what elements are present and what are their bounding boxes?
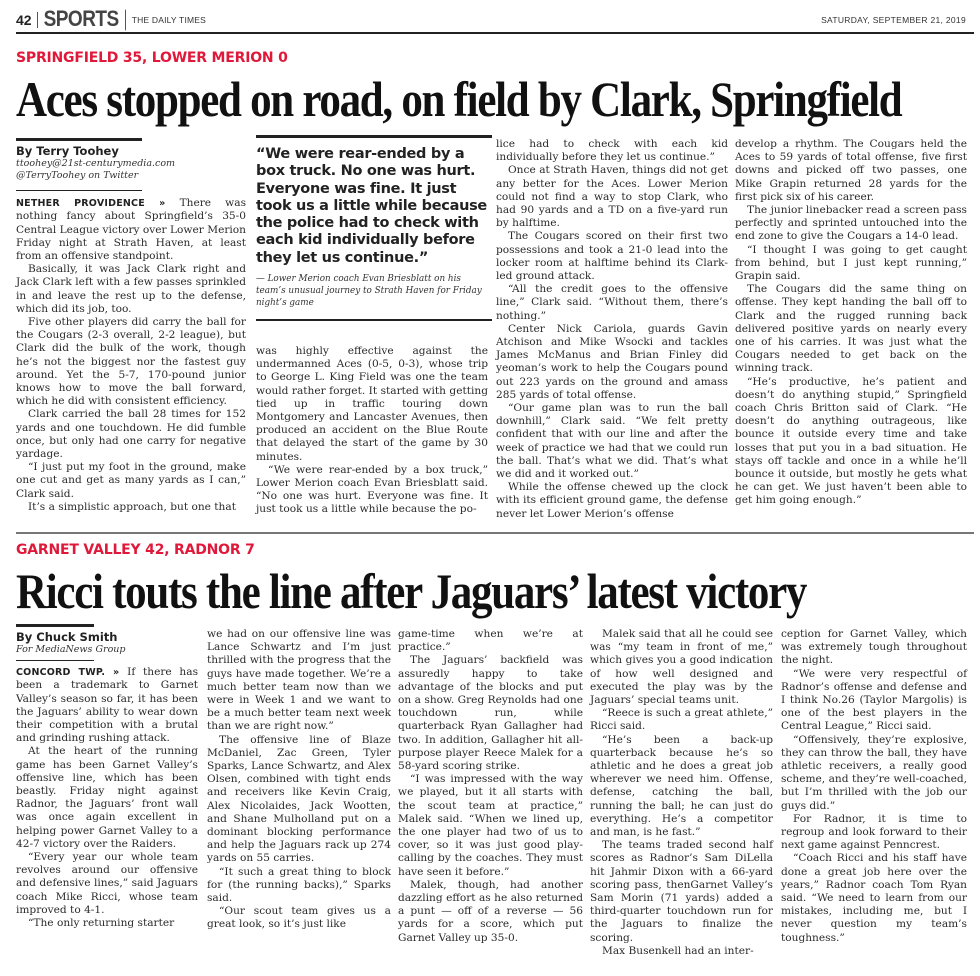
paragraph: “We were very respectful of Radnor’s offense and defense and I think No.26 (Taylor Margolis) is one of the best players in the Central League,” Ricci said. <box>781 667 967 733</box>
paragraph: “All the credit goes to the offensive line,” Clark said. “Without them, there’s nothing.” <box>496 283 728 322</box>
paragraph: “We were rear-ended by a box truck,” Lower Merion coach Evan Briesblatt said. “No one was hurt. Everyone was fine. It just took us a little while because the po- <box>256 463 488 516</box>
paragraph: Max Busenkell had an inter- <box>602 944 754 957</box>
byline: By Chuck Smith <box>16 630 118 644</box>
section-name: SPORTS <box>38 10 126 31</box>
paragraph: “Our game plan was to run the ball downhill,” Clark said. “We felt pretty confident that with our line and after the week of practice we had that we could run the ball. That’s what we did. That’s what we did and it worked out.” <box>496 402 728 481</box>
story1-column-3 <box>496 138 728 521</box>
story2-column-4 <box>590 628 773 958</box>
story1-column-1 <box>16 138 246 514</box>
author-email[interactable]: ttoohey@21st-centurymedia.com <box>16 158 176 170</box>
paragraph: Once at Strath Haven, things did not get any better for the Aces. Lower Merion could not find a way to stop Clark, who had 90 yards and a TD on a five-yard run by halftime. <box>496 164 728 230</box>
paragraph: Five other players did carry the ball for the Cougars (2-3 overall, 2-2 league), but Clark did the bulk of the work, though he’s not the biggest nor the fastest guy around. Yet the 5-7, 170-pound junior knows how to move the ball forward, which he did with consistent efficiency. <box>16 316 246 408</box>
paragraph: For Radnor, it is time to regroup and look forward to their next game against Penncrest. <box>781 812 967 852</box>
story2-column-5 <box>781 628 967 945</box>
byline-rule <box>16 138 142 141</box>
story2-column-2 <box>207 628 391 932</box>
section-divider <box>16 532 974 534</box>
paragraph: The Cougars did the same thing on offense. They kept handing the ball off to Clark and the rugged running back delivered positive yards on nearly every one of his carries. It was just what the Cougars needed to get back on the winning track. <box>735 283 967 375</box>
byline-divider <box>16 190 142 191</box>
paragraph: The offensive line of Blaze McDaniel, Zac Green, Tyler Sparks, Lance Schwartz, and Alex Olsen, combined with tight ends and receivers like Kevin Craig, Alex Nicolaides, Jack Wootten, and Shane Mulholland put on a dominant blocking performance and help the Jaguars rack up 274 yards on 55 carries. <box>207 733 391 865</box>
paragraph: The junior linebacker read a screen pass perfectly and sprinted untouched into the end zone to give the Cougars a 14-0 lead. <box>735 204 967 243</box>
dateline: NETHER PROVIDENCE » <box>16 198 166 210</box>
paragraph: CONCORD TWP. » If there has been a trademark to Garnet Valley’s season so far, it has been the Jaguars’ ability to wear down their competition with a brutal and grinding rushing attack. <box>16 666 199 745</box>
paragraph: Center Nick Cariola, guards Gavin Atchison and Mike Wsocki and tackles James McManus and Brian Finley did yeoman’s work to help the Cougars pound out 223 yards on the ground and amass 285 yards of total offense. <box>496 322 728 401</box>
paragraph: Malek said that all he could see was “my team in front of me,” which gives you a good indication of how well designed and executed the play was by the Jaguars’ special teams unit. <box>590 628 773 707</box>
paragraph: game-time when we’re at practice.” <box>398 628 583 654</box>
paragraph: At the heart of the running game has been Garnet Valley’s offensive line, which has been beastly. Friday night against Radnor, the Jaguars’ front wall was once again excellent in helping power Garnet Valley to a 42-7 victory over the Raiders. <box>16 745 198 850</box>
paragraph: was highly effective against the undermanned Aces (0-5, 0-3), whose trip to George L. King Field was one the team would rather forget. It started with getting tied up in traffic touring down Montgomery and Lancaster Avenues, then produced an accident on the Blue Route that delayed the start of the game by 30 minutes. <box>256 345 488 463</box>
pull-quote-attribution: — Lower Merion coach Evan Briesblatt on his team’s unusual journey to Strath Haven for Friday night’s game <box>256 274 482 309</box>
paragraph: “Every year our whole team revolves around our offensive and defensive lines,” said Jaguars coach Mike Ricci, whose team improved to 4-1. <box>16 851 198 916</box>
paragraph: develop a rhythm. The Cougars held the Aces to 59 yards of total offense, five first downs and picked off two passes, one Mike Grapin returned 28 yards for the first pick six of his career. <box>735 138 967 203</box>
story1-column-2 <box>256 345 488 517</box>
paragraph: “Offensively, they’re explosive, they can throw the ball, they have athletic receivers, a really good scheme, and they’re well-coached, but I’m thrilled with the job our guys did.” <box>781 733 967 812</box>
story1-kicker: SPRINGFIELD 35, LOWER MERION 0 <box>16 50 288 66</box>
author-affiliation: For MediaNews Group <box>16 644 126 656</box>
paragraph: NETHER PROVIDENCE » There was nothing fancy about Springfield’s 35-0 Central League victory over Lower Merion Friday night at Strath Haven, at least from an offensive standpoint. <box>16 197 246 263</box>
paragraph: While the offense chewed up the clock with its efficient ground game, the defense never let Lower Merion’s offense <box>496 481 728 520</box>
story1-headline: Aces stopped on road, on field by Clark, Springfield <box>16 71 902 127</box>
paragraph: “It such a great thing to block for (the running backs),” Sparks said. <box>207 865 391 905</box>
paragraph: It’s a simplistic approach, but one that <box>28 500 236 513</box>
page-number: 42 <box>16 12 38 28</box>
story2-headline: Ricci touts the line after Jaguars’ latest victory <box>16 563 807 619</box>
story2-kicker: GARNET VALLEY 42, RADNOR 7 <box>16 542 255 558</box>
paragraph: “The only returning starter <box>28 917 175 930</box>
paragraph: lice had to check with each kid individually before they let us continue.” <box>496 138 728 164</box>
pull-quote-text: “We were rear-ended by a box truck. No one was hurt. Everyone was fine. It just took us a little while because the police had to check with each kid individually before they let us continue.” <box>256 146 487 266</box>
paragraph: “He’s been a back-up quarterback because he’s so athletic and he does a great job wherever we need him. Offense, defense, catching the ball, running the ball; he can just do everything. He’s a competitor and man, is he fast.” <box>590 733 773 839</box>
paragraph: “I was impressed with the way we played, but it all starts with the scout team at practice,” Malek said. “When we lined up, the one player had two of us to cover, so it was just good play-calling by the coaches. They must have seen it before.” <box>398 773 583 878</box>
paragraph: The teams traded second half scores as Radnor’s Sam DiLella hit Jahmir Dixon with a 66-yard scoring pass, thenGarnet Valley’s Sam Morin (71 yards) added a third-quarter touchdown run for the Jaguars to finalize the scoring. <box>590 839 773 944</box>
paragraph: ception for Garnet Valley, which was extremely tough throughout the night. <box>781 628 967 667</box>
newspaper-name: THE DAILY TIMES <box>131 15 207 25</box>
story1-column-4 <box>735 138 967 508</box>
page-masthead <box>16 8 974 34</box>
story2-column-3 <box>398 628 583 945</box>
paragraph: Basically, it was Jack Clark right and Jack Clark left with a few passes sprinkled in and leave the rest up to the defense, which did its job, too. <box>16 263 246 315</box>
byline-rule <box>16 624 94 627</box>
dateline: CONCORD TWP. » <box>16 667 120 679</box>
issue-date: SATURDAY, SEPTEMBER 21, 2019 <box>821 15 966 25</box>
paragraph: Malek, though, had another dazzling effort as he also returned a punt — off of a reverse — 56 yards for a score, which put Garnet Valley up 35-0. <box>398 878 583 944</box>
paragraph: “Reece is such a great athlete,” Ricci said. <box>590 707 773 733</box>
paragraph: Clark carried the ball 28 times for 152 yards and one touchdown. He did fumble once, but only had one carry for negative yardage. <box>16 408 246 461</box>
byline-divider <box>16 660 94 661</box>
paragraph: “He’s productive, he’s patient and doesn’t do anything stupid,” Springfield coach Chris Britton said of Clark. “He doesn’t do anything outrageous, like bounce it outside every time and take losses that put you in a bad situation. He stays off tackle and once in a while he’ll bounce it outside, but mostly he gets what he can get. We just haven’t been able to get him going enough.” <box>735 375 967 507</box>
paragraph: we had on our offensive line was Lance Schwartz and I’m just thrilled with the progress that the guys have made together. We’re a much better team now than we were in Week 1 and we want to be a much better team next week than we are right now.” <box>207 628 391 733</box>
paragraph: “Coach Ricci and his staff have done a great job here over the years,” Radnor coach Tom Ryan said. “We need to learn from our mistakes, including me, but I never question my team’s toughness.” <box>781 852 967 944</box>
paragraph: “I thought I was going to get caught from behind, but I just kept running,” Grapin said. <box>735 243 967 283</box>
story2-column-1 <box>16 624 198 930</box>
paragraph: The Jaguars’ backfield was assuredly happy to take advantage of the blocks and put on a show. Greg Reynolds had one touchdown run, while quarterback Ryan Gallagher had two. In addition, Gallagher hit all-purpose player Reece Malek for a 58-yard scoring strike. <box>398 654 583 773</box>
byline: By Terry Toohey <box>16 144 119 158</box>
paragraph: “Our scout team gives us a great look, so it’s just like <box>207 905 391 931</box>
author-twitter[interactable]: @TerryToohey on Twitter <box>16 170 139 182</box>
paragraph: “I just put my foot in the ground, make one cut and get as many yards as I can,” Clark said. <box>16 461 246 500</box>
pull-quote <box>256 135 492 321</box>
paragraph: The Cougars scored on their first two possessions and took a 21-0 lead into the locker room at halftime behind its Clark-led ground attack. <box>496 230 728 283</box>
